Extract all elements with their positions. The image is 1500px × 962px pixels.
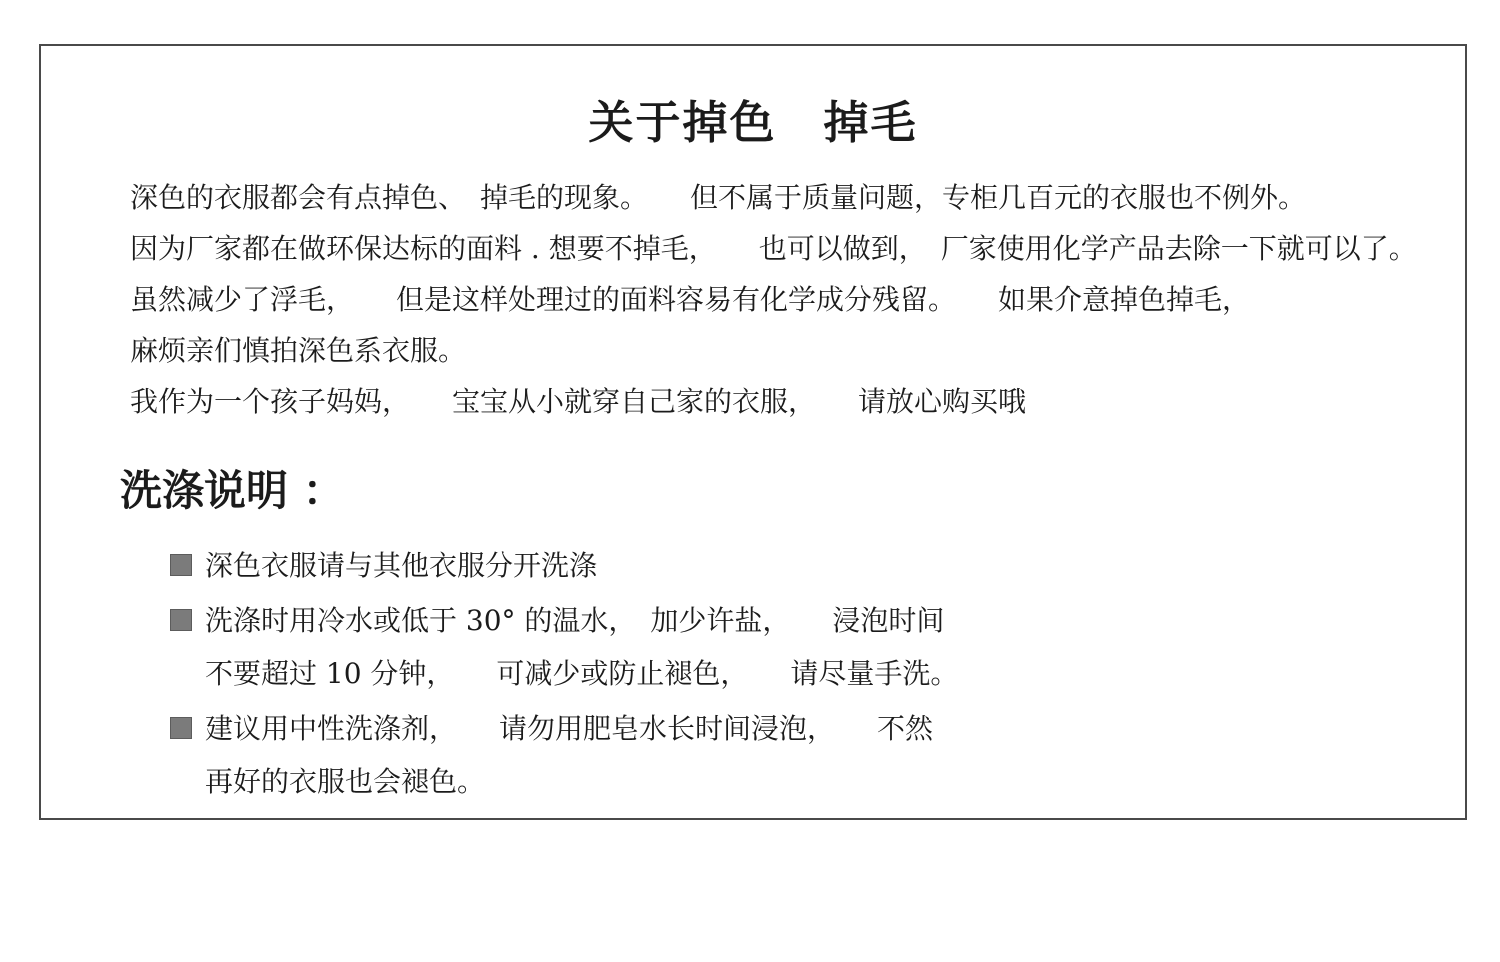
list-item (170, 594, 1435, 700)
wash-item-line: 深色衣服请与其他衣服分开洗涤 (205, 549, 598, 582)
list-item (170, 539, 1435, 592)
intro-line-1: 深色的衣服都会有点掉色、 掉毛的现象。 但不属于质量问题，专柜几百元的衣服也不例外。 (130, 181, 1307, 214)
list-item-text (205, 539, 1435, 592)
intro-line-2: 因为厂家都在做环保达标的面料 . 想要不掉毛， 也可以做到， 厂家使用化学产品去除一下就可以了。 (130, 232, 1417, 265)
intro-paragraph (130, 172, 1435, 427)
square-bullet-icon (170, 609, 192, 631)
notice-card (39, 44, 1467, 820)
square-bullet-icon (170, 717, 192, 739)
wash-item-line: 不要超过 10 分钟， 可减少或防止褪色， 请尽量手洗。 (205, 657, 959, 690)
list-item-text (205, 702, 1435, 808)
square-bullet-icon (170, 554, 192, 576)
intro-line-5: 我作为一个孩子妈妈， 宝宝从小就穿自己家的衣服， 请放心购买哦 (130, 385, 1027, 418)
wash-item-line: 建议用中性洗涤剂， 请勿用肥皂水长时间浸泡， 不然 (205, 712, 934, 745)
page-title: 关于掉色 掉毛 (588, 96, 918, 149)
intro-line-3: 虽然减少了浮毛， 但是这样处理过的面料容易有化学成分残留。 如果介意掉色掉毛， (130, 283, 1251, 316)
washing-instructions-list (170, 539, 1435, 808)
washing-instructions-heading: 洗涤说明 ： (120, 466, 345, 515)
wash-item-line: 洗涤时用冷水或低于 30° 的温水， 加少许盐， 浸泡时间 (205, 604, 945, 637)
intro-line-4: 麻烦亲们慎拍深色系衣服。 (130, 334, 467, 367)
wash-item-line: 再好的衣服也会褪色。 (205, 765, 486, 798)
list-item-text (205, 594, 1435, 700)
list-item (170, 702, 1435, 808)
